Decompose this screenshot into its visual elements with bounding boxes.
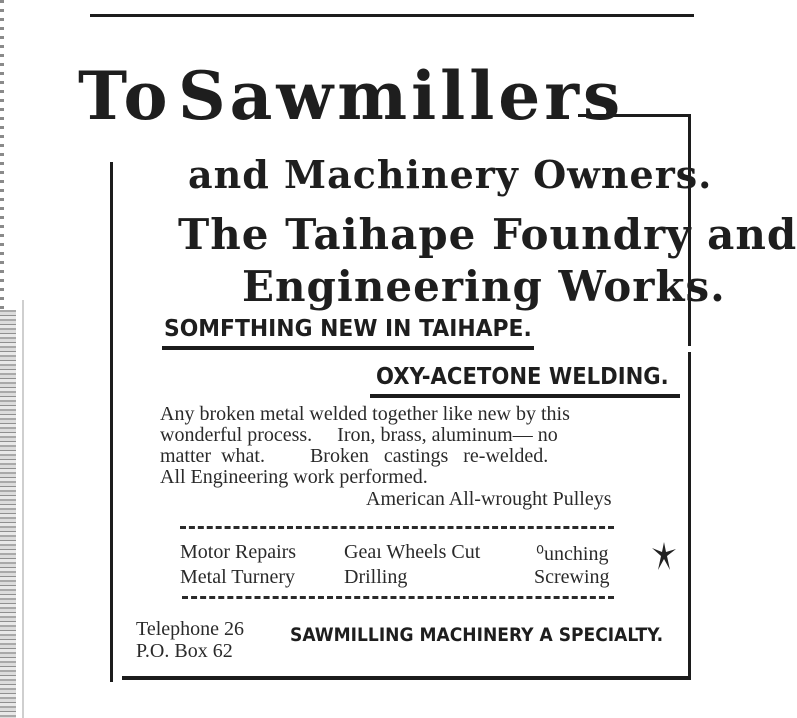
subheadline: and Machinery Owners. [188,152,713,197]
specialty-line: SAWMILLING MACHINERY A SPECIALTY. [290,624,664,646]
body-line-3: matter what. Broken castings re-welded. [160,445,549,467]
service-screwing: Screwing [534,566,610,588]
service-punching: ⁰unching [536,543,609,565]
headline-to: To [78,57,172,135]
welding-heading: OXY-ACETONE WELDING. [376,364,669,390]
po-box: P.O. Box 62 [136,640,233,662]
telephone: Telephone 26 [136,618,245,640]
services-rule-bottom [182,596,614,599]
frame-right-lower [688,352,691,680]
service-gear-wheels: Geaı Wheels Cut [344,541,481,563]
body-line-1: Any broken metal welded together like new by this [160,403,570,425]
frame-bottom [122,676,690,680]
top-rule [90,14,694,17]
company-line-1: The Taihape Foundry and [178,210,797,259]
services-rule-top [180,526,614,529]
pulleys-line: American All-wrought Pulleys [366,488,612,510]
headline-sawmillers: Sawmillers [178,57,625,135]
new-heading-underline [162,346,534,350]
body-line-2: wonderful process. Iron, brass, aluminum— no [160,424,558,446]
service-motor-repairs: Motor Repairs [180,541,297,563]
service-metal-turnery: Metal Turnery [180,566,295,588]
scan-edge-artifact-top [0,0,4,310]
scan-edge-artifact [0,310,16,718]
company-line-2: Engineering Works. [242,262,726,311]
service-drilling: Drilling [344,566,408,588]
welding-heading-underline [370,394,680,398]
page-edge-line [22,300,24,718]
body-line-4: All Engineering work performed. [160,466,428,488]
ink-blot-icon [648,540,680,574]
frame-left [110,162,113,682]
new-heading: SOMFTHING NEW IN TAIHAPE. [164,316,532,342]
